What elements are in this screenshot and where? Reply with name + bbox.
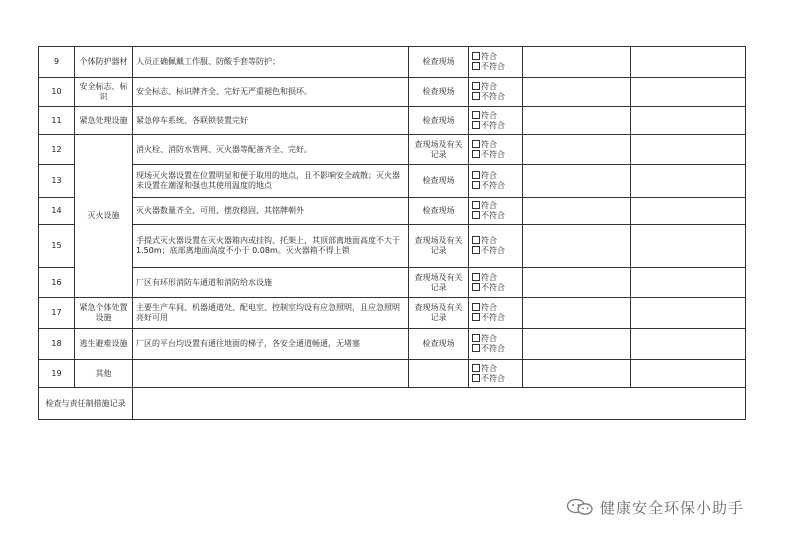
checkbox-icon[interactable] bbox=[472, 140, 480, 148]
row-number: 16 bbox=[39, 268, 75, 298]
option-compliant[interactable]: 符合 bbox=[472, 82, 519, 92]
check-method bbox=[409, 360, 469, 388]
requirement-text bbox=[133, 360, 409, 388]
watermark-text: 健康安全环保小助手 bbox=[600, 498, 745, 517]
result-cell bbox=[469, 135, 523, 165]
row-number: 10 bbox=[39, 78, 75, 107]
table-row bbox=[39, 78, 746, 107]
footer-label: 检查与责任制措施记录 bbox=[39, 388, 133, 420]
check-method: 查现场及有关记录 bbox=[409, 298, 469, 329]
option-noncompliant[interactable]: 不符合 bbox=[472, 92, 519, 102]
option-compliant[interactable]: 符合 bbox=[472, 273, 519, 283]
check-method: 查现场及有关记录 bbox=[409, 135, 469, 165]
row-number: 11 bbox=[39, 107, 75, 135]
checkbox-icon[interactable] bbox=[472, 181, 480, 189]
option-noncompliant[interactable]: 不符合 bbox=[472, 121, 519, 131]
check-method: 检查现场 bbox=[409, 329, 469, 360]
row-number: 17 bbox=[39, 298, 75, 329]
result-cell bbox=[469, 47, 523, 78]
table-row bbox=[39, 198, 746, 225]
result-cell bbox=[469, 165, 523, 198]
row-number: 12 bbox=[39, 135, 75, 165]
checkbox-icon[interactable] bbox=[472, 334, 480, 342]
option-noncompliant[interactable]: 不符合 bbox=[472, 246, 519, 256]
result-cell bbox=[469, 329, 523, 360]
requirement-text: 手提式灭火器设置在灭火器箱内或挂钩、托架上，其顶部离地面高度不大于 1.50m；底部离地面高度不小于 0.08m。灭火器箱不得上锁 bbox=[133, 225, 409, 268]
blank-cell bbox=[523, 298, 631, 329]
blank-cell bbox=[631, 268, 746, 298]
table-row bbox=[39, 298, 746, 329]
checkbox-icon[interactable] bbox=[472, 273, 480, 281]
blank-cell bbox=[523, 135, 631, 165]
row-number: 15 bbox=[39, 225, 75, 268]
check-method: 查现场及有关记录 bbox=[409, 225, 469, 268]
option-compliant[interactable]: 符合 bbox=[472, 140, 519, 150]
requirement-text: 消火栓、消防水管网、灭火器等配备齐全、完好。 bbox=[133, 135, 409, 165]
blank-cell bbox=[631, 329, 746, 360]
result-cell bbox=[469, 298, 523, 329]
checkbox-icon[interactable] bbox=[472, 303, 480, 311]
requirement-text: 厂区的平台均设置有通往地面的梯子，各安全通道畅通，无堵塞 bbox=[133, 329, 409, 360]
table-row bbox=[39, 135, 746, 165]
footer-row bbox=[39, 388, 746, 420]
result-cell bbox=[469, 360, 523, 388]
result-cell bbox=[469, 268, 523, 298]
item-name: 紧急个体处置设施 bbox=[75, 298, 133, 329]
check-method: 检查现场 bbox=[409, 78, 469, 107]
group-label-fire-facilities: 灭火设施 bbox=[75, 135, 133, 298]
blank-cell bbox=[523, 107, 631, 135]
check-method: 检查现场 bbox=[409, 47, 469, 78]
option-compliant[interactable]: 符合 bbox=[472, 364, 519, 374]
checkbox-icon[interactable] bbox=[472, 374, 480, 382]
option-compliant[interactable]: 符合 bbox=[472, 171, 519, 181]
checkbox-icon[interactable] bbox=[472, 236, 480, 244]
result-cell bbox=[469, 107, 523, 135]
option-noncompliant[interactable]: 不符合 bbox=[472, 283, 519, 293]
blank-cell bbox=[523, 329, 631, 360]
requirement-text: 人员正确佩戴工作服、防酸手套等防护； bbox=[133, 47, 409, 78]
result-cell bbox=[469, 78, 523, 107]
option-noncompliant[interactable]: 不符合 bbox=[472, 313, 519, 323]
footer-record-cell[interactable] bbox=[133, 388, 746, 420]
option-noncompliant[interactable]: 不符合 bbox=[472, 374, 519, 384]
option-compliant[interactable]: 符合 bbox=[472, 236, 519, 246]
blank-cell bbox=[523, 360, 631, 388]
option-compliant[interactable]: 符合 bbox=[472, 303, 519, 313]
table-row bbox=[39, 107, 746, 135]
inspection-table bbox=[38, 46, 746, 420]
option-noncompliant[interactable]: 不符合 bbox=[472, 344, 519, 354]
option-noncompliant[interactable]: 不符合 bbox=[472, 150, 519, 160]
checkbox-icon[interactable] bbox=[472, 82, 480, 90]
requirement-text: 紧急停车系统、各联锁装置完好 bbox=[133, 107, 409, 135]
checkbox-icon[interactable] bbox=[472, 111, 480, 119]
check-method: 检查现场 bbox=[409, 198, 469, 225]
checkbox-icon[interactable] bbox=[472, 201, 480, 209]
option-noncompliant[interactable]: 不符合 bbox=[472, 211, 519, 221]
blank-cell bbox=[523, 78, 631, 107]
table-row bbox=[39, 360, 746, 388]
option-noncompliant[interactable]: 不符合 bbox=[472, 181, 519, 191]
blank-cell bbox=[631, 107, 746, 135]
option-compliant[interactable]: 符合 bbox=[472, 334, 519, 344]
result-cell bbox=[469, 225, 523, 268]
blank-cell bbox=[523, 47, 631, 78]
item-name: 逃生避难设施 bbox=[75, 329, 133, 360]
checkbox-icon[interactable] bbox=[472, 246, 480, 254]
blank-cell bbox=[631, 225, 746, 268]
result-cell bbox=[469, 198, 523, 225]
blank-cell bbox=[523, 165, 631, 198]
checkbox-icon[interactable] bbox=[472, 344, 480, 352]
requirement-text: 现场灭火器设置在位置明显和便于取用的地点，且不影响安全疏散；灭火器未设置在潮湿和强也其使用温度的地点 bbox=[133, 165, 409, 198]
checkbox-icon[interactable] bbox=[472, 211, 480, 219]
requirement-text: 安全标志、标识牌齐全、完好无严重褪色和损坏。 bbox=[133, 78, 409, 107]
checkbox-icon[interactable] bbox=[472, 121, 480, 129]
item-name: 其他 bbox=[75, 360, 133, 388]
checkbox-icon[interactable] bbox=[472, 92, 480, 100]
blank-cell bbox=[631, 298, 746, 329]
blank-cell bbox=[523, 198, 631, 225]
blank-cell bbox=[523, 268, 631, 298]
check-method: 查现场及有关记录 bbox=[409, 268, 469, 298]
blank-cell bbox=[631, 78, 746, 107]
watermark bbox=[566, 497, 744, 517]
table-row bbox=[39, 225, 746, 268]
checkbox-icon[interactable] bbox=[472, 283, 480, 291]
blank-cell bbox=[631, 165, 746, 198]
option-compliant[interactable]: 符合 bbox=[472, 201, 519, 211]
row-number: 14 bbox=[39, 198, 75, 225]
blank-cell bbox=[523, 225, 631, 268]
requirement-text: 厂区有环形消防车通道和消防给水设施 bbox=[133, 268, 409, 298]
blank-cell bbox=[631, 360, 746, 388]
checkbox-icon[interactable] bbox=[472, 150, 480, 158]
blank-cell bbox=[631, 198, 746, 225]
blank-cell bbox=[631, 47, 746, 78]
checkbox-icon[interactable] bbox=[472, 364, 480, 372]
row-number: 19 bbox=[39, 360, 75, 388]
row-number: 9 bbox=[39, 47, 75, 78]
table-row bbox=[39, 165, 746, 198]
item-name: 紧急处理设施 bbox=[75, 107, 133, 135]
checkbox-icon[interactable] bbox=[472, 171, 480, 179]
wechat-icon bbox=[566, 498, 594, 516]
table-row bbox=[39, 47, 746, 78]
checkbox-icon[interactable] bbox=[472, 62, 480, 70]
item-name: 个体防护器材 bbox=[75, 47, 133, 78]
requirement-text: 灭火器数量齐全，可用，摆放稳固，其铭牌朝外 bbox=[133, 198, 409, 225]
option-compliant[interactable]: 符合 bbox=[472, 111, 519, 121]
table-row bbox=[39, 268, 746, 298]
checkbox-icon[interactable] bbox=[472, 52, 480, 60]
option-noncompliant[interactable]: 不符合 bbox=[472, 62, 519, 72]
check-method: 检查现场 bbox=[409, 165, 469, 198]
requirement-text: 主要生产车间、机器通道处、配电室、控制室均设有应急照明，且应急照明亮好可用 bbox=[133, 298, 409, 329]
table-row bbox=[39, 329, 746, 360]
row-number: 13 bbox=[39, 165, 75, 198]
item-name: 安全标志、标识 bbox=[75, 78, 133, 107]
row-number: 18 bbox=[39, 329, 75, 360]
option-compliant[interactable]: 符合 bbox=[472, 52, 519, 62]
blank-cell bbox=[631, 135, 746, 165]
check-method: 检查现场 bbox=[409, 107, 469, 135]
checkbox-icon[interactable] bbox=[472, 313, 480, 321]
